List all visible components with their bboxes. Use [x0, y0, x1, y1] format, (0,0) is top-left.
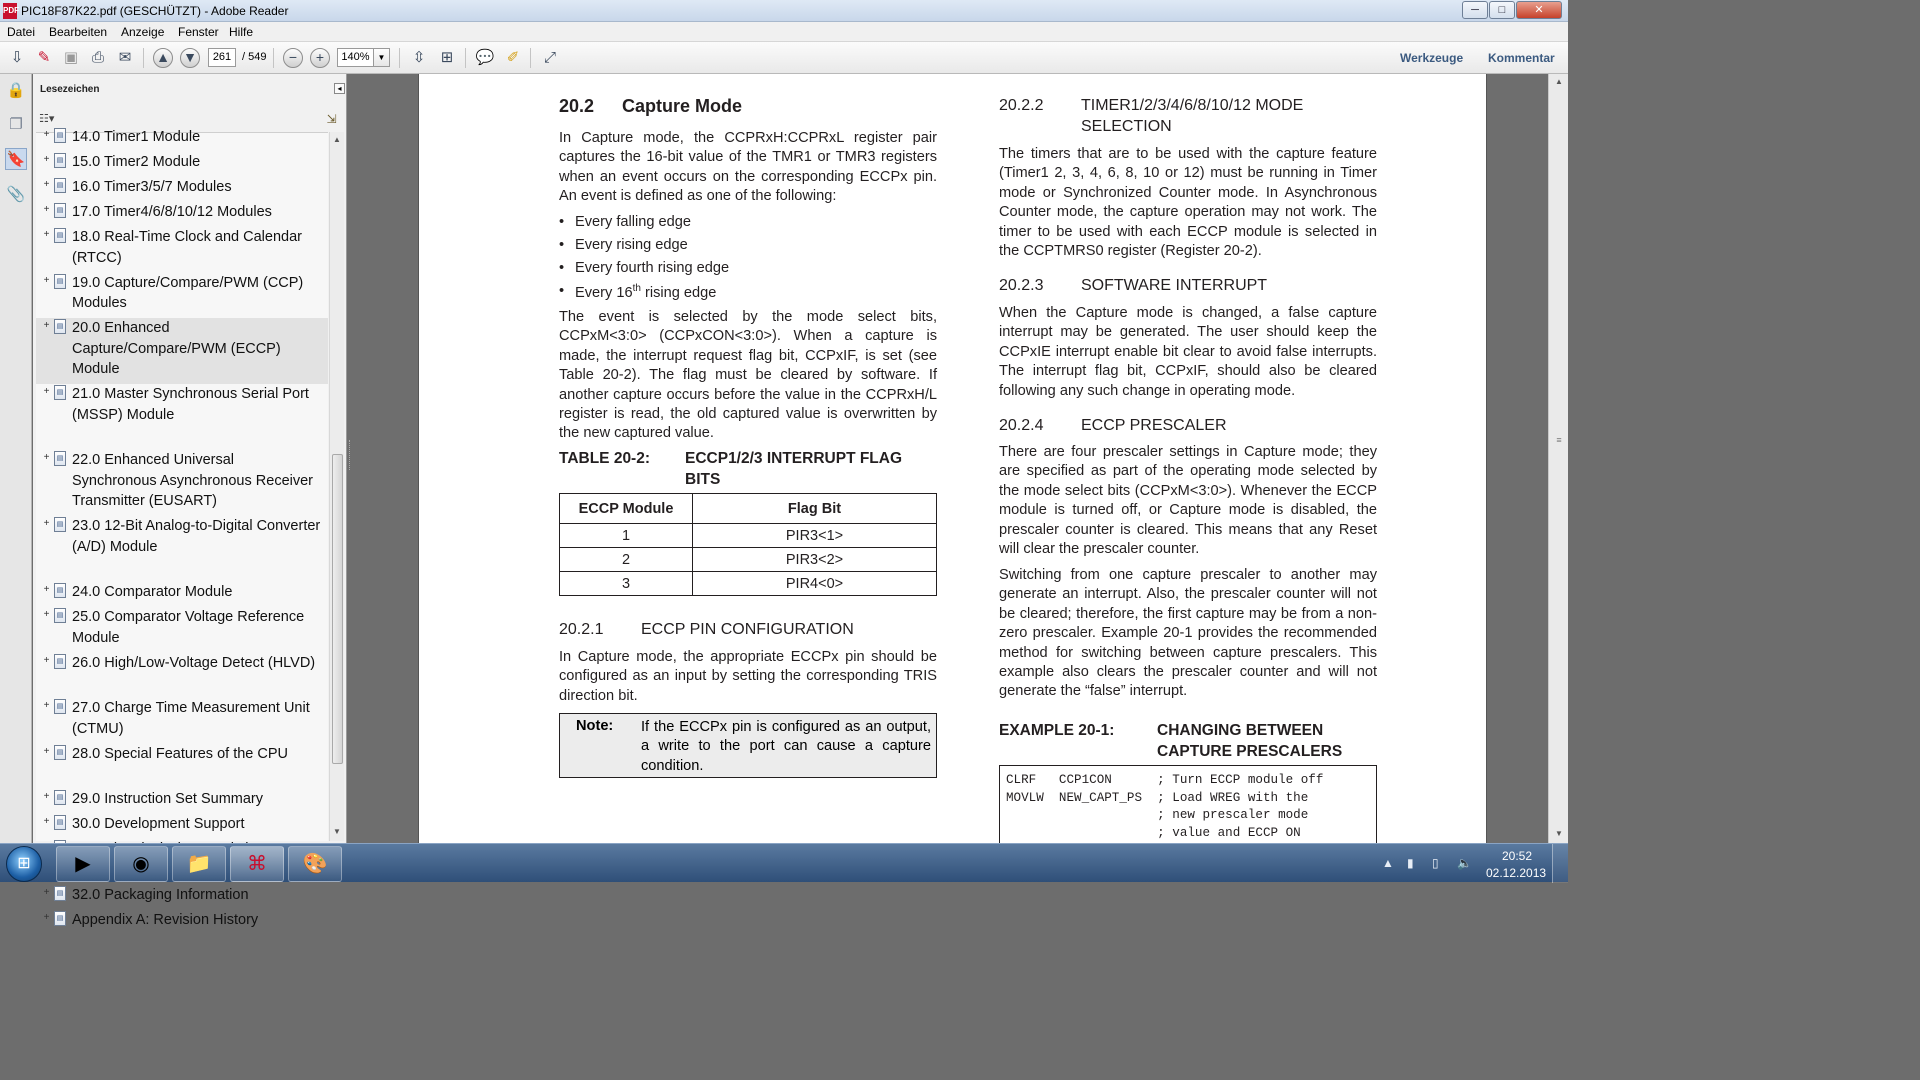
expand-icon[interactable]: + [43, 816, 50, 827]
bullet-item: Every falling edge [575, 214, 692, 230]
section-number: 20.2 [559, 96, 595, 116]
subsection-number: 20.2.1 [559, 621, 604, 638]
navigation-pane-strip [0, 74, 32, 843]
menu-anzeige[interactable]: Anzeige [121, 25, 165, 39]
comment-icon[interactable]: 💬 [475, 49, 495, 66]
bookmark-item[interactable] [36, 273, 328, 319]
lock-icon[interactable]: 🔒 [6, 82, 26, 99]
expand-icon[interactable]: + [43, 452, 50, 463]
bookmark-page-icon: ▤ [54, 451, 66, 466]
bookmark-item[interactable] [36, 227, 328, 273]
table-cell: PIR4<0> [693, 572, 937, 596]
bookmark-page-icon: ▤ [54, 228, 66, 243]
taskbar [0, 843, 1568, 882]
bookmark-label: 23.0 12-Bit Analog-to-Digital Converter (A/D) Module [72, 518, 321, 555]
bookmark-item[interactable] [36, 516, 328, 582]
bookmark-label: Appendix A: Revision History [72, 911, 259, 928]
column-header: ECCP Module [560, 494, 693, 524]
bookmark-page-icon: ▤ [54, 385, 66, 400]
minimize-button[interactable]: ─ [1462, 1, 1488, 19]
bookmark-page-icon: ▤ [54, 911, 66, 926]
bullet-marker: • [559, 214, 565, 230]
maximize-button[interactable]: □ [1489, 1, 1515, 19]
bookmark-label: 17.0 Timer4/6/8/10/12 Modules [72, 204, 272, 220]
bookmark-page-icon: ▤ [54, 886, 66, 901]
code-line: MOVLW NEW_CAPT_PS ; Load WREG with the [1006, 790, 1309, 805]
prescaler-paragraph: There are four prescaler settings in Capture mode; they are specified as part of the operating mode selected by the mode select bits (CCPxM<3:0>). Whenever the ECCP module is turned off, or Capture mode is disabled, the prescaler counter is cleared. This means that any Reset will clear the prescaler counter. [999, 444, 1377, 558]
bookmark-page-icon: ▤ [54, 517, 66, 532]
bookmark-label: 27.0 Charge Time Measurement Unit (CTMU) [72, 700, 310, 737]
bookmark-item[interactable] [36, 814, 328, 839]
bookmark-item[interactable] [36, 582, 328, 607]
note-text: If the ECCPx pin is configured as an output, a write to the port can cause a capture condition. [641, 719, 931, 774]
document-scrollbar[interactable] [1548, 74, 1568, 843]
next-page-icon[interactable]: ▼ [180, 48, 200, 68]
network-icon[interactable]: ▮ [1407, 856, 1414, 870]
bookmark-page-icon: ▤ [54, 128, 66, 143]
expand-icon[interactable]: + [43, 584, 50, 595]
bookmark-label: 28.0 Special Features of the CPU [72, 745, 289, 762]
bullet-item [575, 283, 716, 301]
subsection-heading: TIMER1/2/3/4/6/8/10/12 MODE [1081, 97, 1304, 114]
bookmark-item[interactable] [36, 744, 328, 790]
window-title: PIC18F87K22.pdf (GESCHÜTZT) - Adobe Reader [21, 4, 289, 18]
note-label: Note: [576, 718, 614, 734]
expand-icon[interactable]: + [43, 911, 50, 923]
email-icon[interactable]: ✉ [118, 49, 132, 66]
doc-scroll-down-icon[interactable]: ▼ [1555, 829, 1563, 838]
prescaler-switch-paragraph: Switching from one capture prescaler to another may generate an interrupt. Also, the prescaler counter will not be cleared; therefore, the first capture may be from a non-zero prescaler. Example 20-1 provides the recommended method for switching between capture prescalers. This example also clears the prescaler counter and will not generate the “false” interrupt. [999, 567, 1377, 700]
zoom-out-icon[interactable]: − [283, 48, 303, 68]
table-cell: 3 [560, 572, 693, 596]
example-title-cont: CAPTURE PRESCALERS [1157, 743, 1343, 760]
expand-icon[interactable]: + [43, 518, 50, 529]
page-number-input[interactable]: 261 [208, 48, 236, 67]
scroll-up-icon[interactable]: ▲ [333, 135, 341, 144]
pages-icon[interactable]: ❐ [9, 116, 23, 133]
table-row [560, 572, 937, 596]
adobe-reader-icon[interactable]: ⌘ [230, 846, 284, 882]
collapse-panel-icon[interactable]: ◂ [334, 83, 345, 94]
expand-icon[interactable]: + [43, 791, 50, 802]
bookmark-page-icon: ▤ [54, 203, 66, 218]
column-header: Flag Bit [693, 494, 937, 524]
page-total: / 549 [242, 51, 267, 63]
bullet-marker: • [559, 237, 565, 253]
bookmark-label: 20.0 Enhanced Capture/Compare/PWM (ECCP) Module [72, 320, 281, 377]
bookmark-label: 15.0 Timer2 Module [72, 154, 201, 170]
previous-page-icon[interactable]: ▲ [153, 48, 173, 68]
bullet-item-text: Every 16 [575, 284, 633, 301]
code-line: CLRF CCP1CON ; Turn ECCP module off [1006, 773, 1324, 787]
bookmarks-title: Lesezeichen [40, 84, 100, 95]
media-player-icon[interactable]: ▶ [56, 846, 110, 882]
comment-tab[interactable]: Kommentar [1488, 51, 1555, 65]
edit-pdf-icon[interactable]: ✎ [37, 49, 51, 66]
fit-width-icon[interactable]: ⊞ [440, 49, 454, 66]
volume-icon[interactable]: 🔈 [1457, 856, 1472, 870]
bookmark-page-icon: ▤ [54, 583, 66, 598]
bookmark-label: 19.0 Capture/Compare/PWM (CCP) Modules [72, 274, 304, 311]
bullet-marker: • [559, 260, 565, 276]
bullet-item-tail: rising edge [640, 284, 717, 301]
bookmark-label: 32.0 Packaging Information [72, 886, 249, 903]
file-explorer-icon[interactable]: 📁 [172, 846, 226, 882]
battery-icon[interactable]: ▯ [1432, 856, 1439, 870]
menu-hilfe[interactable]: Hilfe [229, 25, 254, 39]
expand-icon[interactable]: + [43, 320, 50, 331]
bookmark-page-icon: ▤ [54, 699, 66, 714]
create-pdf-icon[interactable]: ⇩ [10, 49, 24, 66]
close-button[interactable]: ✕ [1516, 1, 1562, 19]
code-line: ; new prescaler mode [1006, 808, 1309, 822]
bookmark-item[interactable] [36, 318, 328, 384]
expand-icon[interactable]: + [43, 700, 50, 711]
bookmark-item[interactable] [36, 607, 328, 653]
bookmark-label: 24.0 Comparator Module [72, 584, 233, 600]
menu-bar [0, 22, 1568, 42]
show-desktop-button[interactable] [1552, 844, 1568, 883]
expand-icon[interactable]: + [43, 386, 50, 397]
expand-icon[interactable]: + [43, 745, 50, 757]
expand-icon[interactable]: + [43, 654, 50, 666]
bookmark-label: 22.0 Enhanced Universal Synchronous Asynchronous Receiver Transmitter (EUSART) [72, 452, 313, 509]
bookmark-item[interactable] [36, 653, 328, 699]
table-header-row [560, 494, 937, 524]
table-row [560, 548, 937, 572]
table-title: ECCP1/2/3 INTERRUPT FLAG [685, 450, 903, 467]
bookmark-label: 14.0 Timer1 Module [72, 129, 201, 145]
bookmark-label: 29.0 Instruction Set Summary [72, 791, 263, 807]
chrome-icon[interactable]: ◉ [114, 846, 168, 882]
bookmark-item[interactable] [36, 698, 328, 744]
zoom-in-icon[interactable]: + [310, 48, 330, 68]
bookmark-page-icon: ▤ [54, 815, 66, 830]
zoom-input[interactable]: 140% [337, 48, 373, 67]
bookmark-page-icon: ▤ [54, 319, 66, 334]
table-row [560, 524, 937, 548]
bookmark-page-icon: ▤ [54, 745, 66, 760]
bookmark-item[interactable] [36, 384, 328, 450]
options-menu-icon[interactable]: ☷▾ [39, 113, 55, 125]
code-example-box [999, 765, 1377, 843]
bookmark-label: 21.0 Master Synchronous Serial Port (MSSP) Module [72, 386, 309, 423]
print-icon[interactable]: ⎙ [91, 49, 104, 66]
note-box [559, 713, 937, 778]
subsection-number: 20.2.2 [999, 97, 1044, 114]
panel-splitter[interactable] [349, 440, 352, 470]
pdf-icon: PDF [3, 3, 17, 19]
bookmark-page-icon: ▤ [54, 274, 66, 289]
start-button[interactable]: ⊞ [6, 846, 42, 882]
software-interrupt-paragraph: When the Capture mode is changed, a false capture interrupt may be generated. The user should keep the CCPxIE interrupt enable bit clear to avoid false interrupts. The interrupt flag bit, CCPxIF, should also be cleared following any such change in operating mode. [999, 305, 1377, 399]
bookmarks-scrollbar[interactable] [329, 132, 344, 841]
table-cell: PIR3<1> [693, 524, 937, 548]
interrupt-flag-table [559, 493, 937, 596]
bookmark-item[interactable] [36, 885, 328, 910]
fullscreen-icon[interactable]: ⤢ [543, 49, 556, 66]
bookmark-item[interactable] [36, 127, 328, 152]
tools-tab[interactable]: Werkzeuge [1400, 51, 1464, 65]
bookmark-label: 18.0 Real-Time Clock and Calendar (RTCC) [72, 229, 302, 266]
table-cell: 2 [560, 548, 693, 572]
menu-fenster[interactable]: Fenster [178, 25, 219, 39]
bookmark-item[interactable] [36, 177, 328, 202]
zoom-dropdown-icon[interactable]: ▼ [373, 48, 390, 67]
bookmark-item[interactable] [36, 450, 328, 516]
menu-datei[interactable]: Datei [7, 25, 36, 39]
fit-page-icon[interactable]: ⇳ [412, 49, 426, 66]
scroll-down-icon[interactable]: ▼ [333, 827, 341, 836]
save-icon[interactable]: ▣ [63, 49, 79, 66]
bookmark-page-icon: ▤ [54, 178, 66, 193]
code-line: ; value and ECCP ON [1006, 825, 1301, 840]
bookmarks-panel [33, 74, 347, 928]
bookmark-page-icon: ▤ [54, 790, 66, 805]
paint-icon[interactable]: 🎨 [288, 846, 342, 882]
bookmark-label: 30.0 Development Support [72, 816, 245, 832]
example-label: EXAMPLE 20-1: [999, 722, 1115, 739]
bookmark-item[interactable] [36, 152, 328, 177]
expand-icon[interactable]: + [43, 609, 50, 620]
doc-scroll-up-icon[interactable]: ▲ [1555, 77, 1563, 86]
expand-icon[interactable]: + [43, 229, 50, 240]
table-label: TABLE 20-2: [559, 450, 651, 467]
superscript: th [632, 283, 641, 294]
table-cell: PIR3<2> [693, 548, 937, 572]
subsection-heading: ECCP PIN CONFIGURATION [641, 621, 854, 638]
scroll-thumb[interactable] [332, 454, 343, 764]
subsection-heading: SOFTWARE INTERRUPT [1081, 277, 1268, 294]
capture-intro-paragraph: In Capture mode, the CCPRxH:CCPRxL register pair captures the 16-bit value of the TMR1 or TMR3 registers when an event occurs on the corresponding ECCPx pin. An event is defined as one of the following: [559, 130, 937, 205]
bookmark-list [36, 129, 328, 928]
expand-bookmark-icon[interactable]: ⇲ [326, 112, 337, 126]
example-title: CHANGING BETWEEN [1157, 722, 1324, 739]
bookmark-label: 25.0 Comparator Voltage Reference Module [72, 609, 305, 646]
highlight-icon[interactable]: ✐ [506, 49, 520, 66]
section-heading: Capture Mode [622, 96, 743, 116]
expand-icon[interactable]: + [43, 274, 50, 286]
attachment-icon[interactable]: 📎 [6, 186, 26, 203]
clock-time[interactable]: 20:52 [1502, 849, 1533, 863]
expand-icon[interactable]: + [43, 886, 50, 898]
table-title-cont: BITS [685, 471, 721, 488]
bookmark-label: 16.0 Timer3/5/7 Modules [72, 179, 232, 195]
bookmark-item[interactable] [36, 202, 328, 227]
event-paragraph: The event is selected by the mode select bits, CCPxM<3:0> (CCPxCON<3:0>). When a capture is made, the interrupt request flag bit, CCPxIF, is set (see Table 20-2). The flag must be cleared by software. If another capture occurs before the value in the CCPRxH/L register is read, the old captured value is overwritten by the new captured value. [559, 309, 937, 442]
expand-icon[interactable]: + [43, 204, 50, 215]
bullet-item: Every fourth rising edge [575, 260, 730, 276]
bookmark-label: 26.0 High/Low-Voltage Detect (HLVD) [72, 654, 316, 671]
show-hidden-icons-icon[interactable]: ▲ [1382, 856, 1394, 870]
expand-icon[interactable]: + [43, 154, 50, 165]
bullet-item: Every rising edge [575, 237, 688, 253]
subsection-number: 20.2.4 [999, 417, 1044, 434]
menu-bearbeiten[interactable]: Bearbeiten [49, 25, 108, 39]
bookmark-icon[interactable]: 🔖 [5, 148, 27, 170]
bookmark-page-icon: ▤ [54, 608, 66, 623]
pin-config-paragraph: In Capture mode, the appropriate ECCPx pin should be configured as an input by setting the corresponding TRIS direction bit. [559, 649, 937, 704]
bookmark-page-icon: ▤ [54, 654, 66, 669]
expand-icon[interactable]: + [43, 179, 50, 190]
title-bar [0, 0, 1568, 22]
expand-icon[interactable]: + [43, 129, 50, 140]
doc-scroll-thumb[interactable]: ≡ [1556, 435, 1562, 445]
subsection-number: 20.2.3 [999, 277, 1044, 294]
table-cell: 1 [560, 524, 693, 548]
subsection-heading-cont: SELECTION [1081, 118, 1172, 135]
bookmark-item[interactable] [36, 789, 328, 814]
timer-selection-paragraph: The timers that are to be used with the capture feature (Timer1 2, 3, 4, 6, 8, 10 or 12) must be running in Timer mode or Synchronized Counter mode. In Asynchronous Counter mode, the capture operation may not work. The timer to be used with each ECCP module is selected in the CCPTMRS0 register (Register 20-2). [999, 146, 1377, 260]
bullet-marker: • [559, 283, 565, 299]
subsection-heading: ECCP PRESCALER [1081, 417, 1227, 434]
bookmark-page-icon: ▤ [54, 153, 66, 168]
clock-date[interactable]: 02.12.2013 [1486, 866, 1547, 880]
bookmark-item[interactable] [36, 910, 328, 935]
